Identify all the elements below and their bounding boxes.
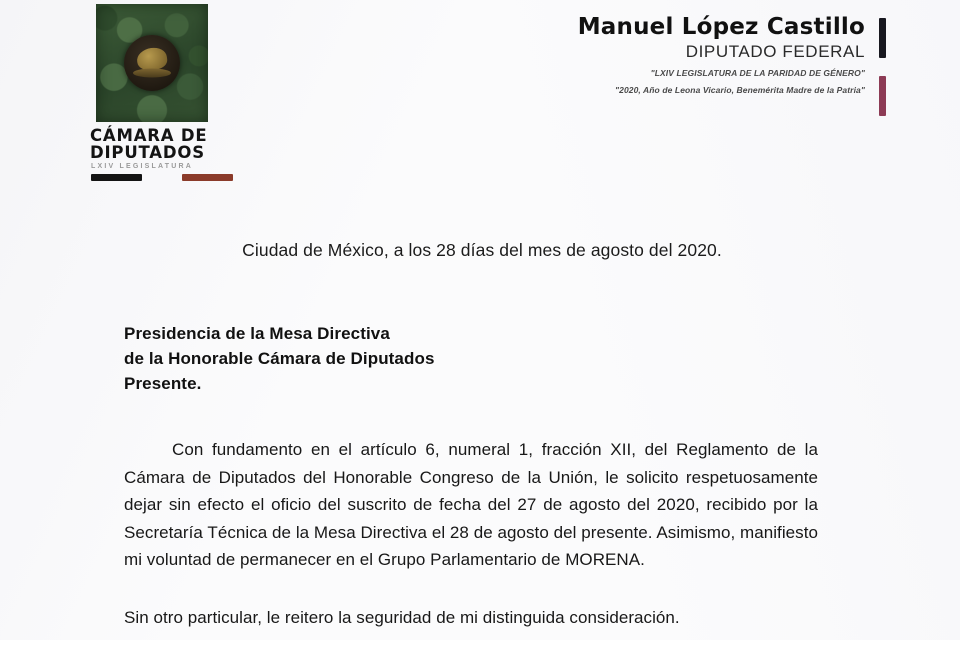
camara-de-diputados-logo [87,4,233,181]
legislature-legend-line2: "2020, Año de Leona Vicario, Benemérita Madre de la Patria" [614,85,865,95]
logo-wordmark-line1: CÁMARA DE [90,126,208,145]
logo-legislature-label: LXIV LEGISLATURA [91,163,193,170]
document-body [124,240,818,648]
addressee-line-3: Presente. [124,374,202,393]
deputy-name: Manuel López Castillo [577,14,865,40]
header-accent-bars [879,18,886,116]
deputy-identity-block [578,14,865,96]
addressee-block [124,321,818,396]
logo-bar-dark [91,174,142,181]
closing-paragraph: Sin otro particular, le reitero la seguridad de mi distinguida consideración. [124,607,680,627]
date-line: Ciudad de México, a los 28 días del mes de agosto del 2020. [242,240,722,260]
logo-wordmark-line2: DIPUTADOS [90,143,205,162]
logo-bar-red [182,174,233,181]
eagle-seal-icon [124,35,180,91]
header-bar-dark [879,18,886,58]
header-bar-wine [879,76,886,116]
addressee-line-2: de la Honorable Cámara de Diputados [124,349,435,368]
body-paragraph-1: Con fundamento en el artículo 6, numeral 1, fracción XII, del Reglamento de la Cámara de Diputados del Honorable Congreso de la Unión, le solicito respetuosamente dejar sin efecto el oficio del suscrito de fecha del 27 de agosto del 2020, recibido por la Secretaría Técnica de la Mesa Directiva el 28 de agosto del presente. Asimismo, manifiesto mi voluntad de permanecer en el Grupo Parlamentario de MORENA. [124,440,818,569]
deputy-role: DIPUTADO FEDERAL [685,42,865,61]
letterhead [0,0,960,195]
logo-wordmark [87,127,233,161]
coat-of-arms-icon [96,4,208,122]
logo-accent-bars [87,174,233,181]
legislature-legend-line1: "LXIV LEGISLATURA DE LA PARIDAD DE GÉNERO" [650,68,865,78]
addressee-line-1: Presidencia de la Mesa Directiva [124,324,390,343]
